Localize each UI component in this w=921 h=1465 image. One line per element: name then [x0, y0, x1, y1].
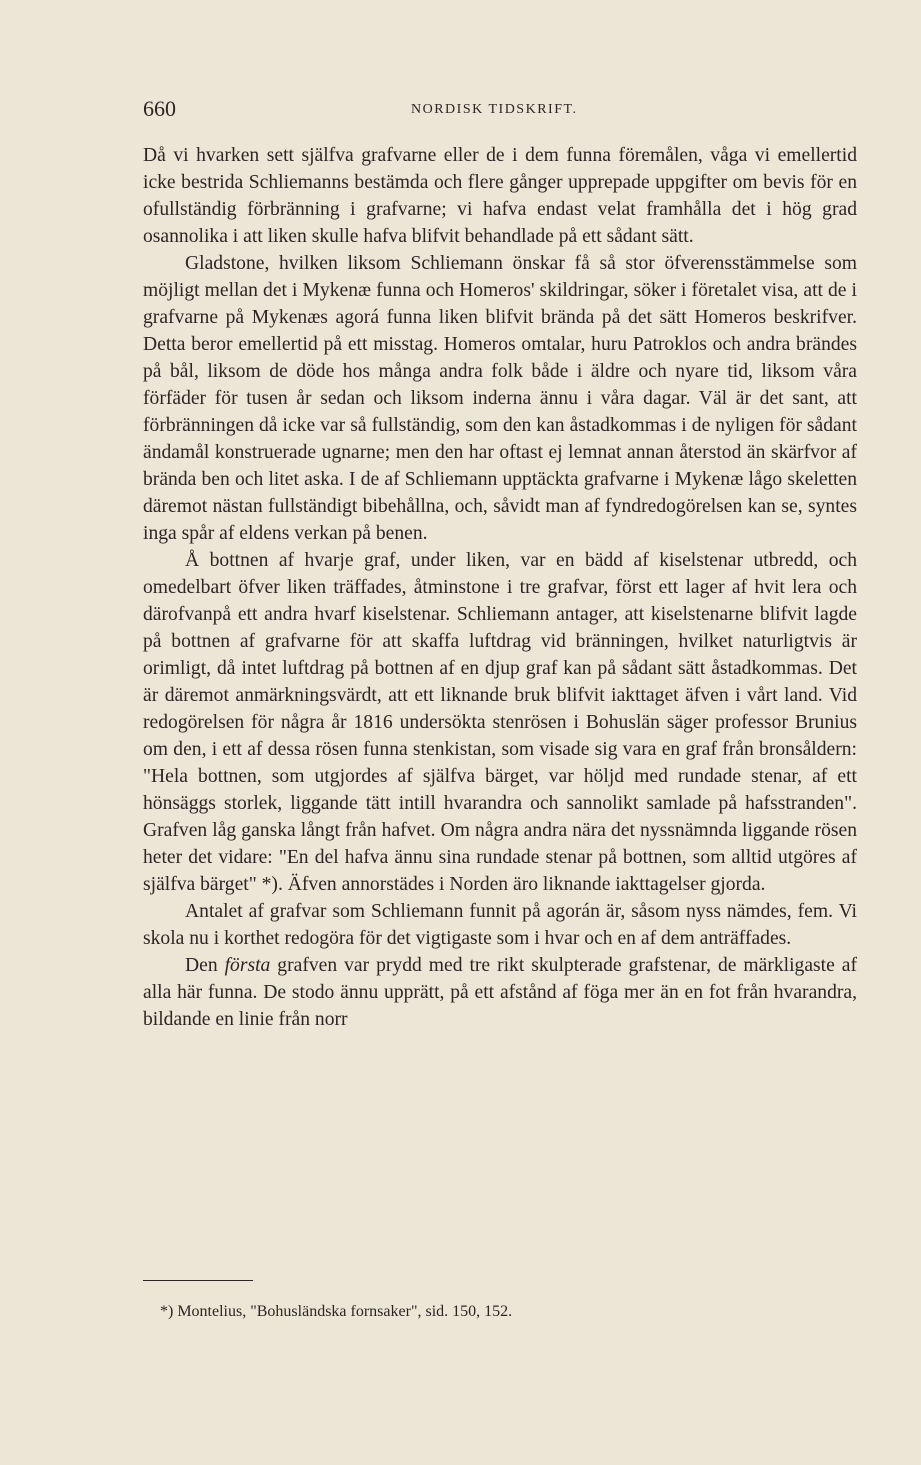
paragraph-last	[143, 952, 857, 1033]
paragraph: Gladstone, hvilken liksom Schliemann önskar få så stor öfverensstämmelse som möjligt mellan det i Mykenæ funna och Homeros' skildringar, söker i företalet visa, att de i grafvarne på Mykenæs agorá funna liken blifvit brända på det sätt Homeros beskrifver. Detta beror emellertid på ett misstag. Homeros omtalar, huru Patroklos och andra brändes på bål, liksom de döde hos många andra folk både i äldre och nyare tid, liksom våra förfäder för tusen år sedan och liksom inderna ännu i våra dagar. Väl är det sant, att förbränningen då icke var så fullständig, som den kan åstadkommas i de nyligen för sådant ändamål konstruerade ugnarne; men den har oftast ej lemnat annan återstod än skärfvor af brända ben och litet aska. I de af Schliemann upptäckta grafvarne i Mykenæ lågo skeletten däremot nästan fullständigt bibehållna, och, såvidt man af fyndredogörelsen kan se, syntes inga spår af eldens verkan på benen.	[143, 253, 857, 544]
paragraph: Antalet af grafvar som Schliemann funnit på agorán är, såsom nyss nämdes, fem. Vi skola nu i korthet redogöra för det vigtigaste som i hvar och en af dem anträffades.	[143, 901, 857, 949]
footnote-divider	[143, 1280, 253, 1281]
page-header	[143, 96, 857, 126]
body-text	[143, 142, 857, 1033]
page-number: 660	[143, 96, 176, 121]
footnote: *) Montelius, "Bohusländska fornsaker", sid. 150, 152.	[160, 1303, 513, 1320]
emphasis-text: första	[224, 955, 271, 976]
running-title: NORDISK TIDSKRIFT.	[411, 102, 578, 117]
text-run: grafven var prydd med tre rikt skulpterade grafstenar, de märkligaste af alla här funna. De stodo ännu upprätt, på ett afstånd af föga mer än en fot från hvarandra, bildande en linie från norr	[143, 955, 857, 1030]
paragraph: Å bottnen af hvarje graf, under liken, var en bädd af kiselstenar utbredd, och omedelbart öfver liken träffades, åtminstone i tre grafvar, först ett lager af hvit lera och därofvanpå ett andra hvarf kiselstenar. Schliemann antager, att kiselstenarne blifvit lagde på bottnen af grafvarne för att skaffa luftdrag vid bränningen, hvilket naturligtvis är orimligt, då intet luftdrag på bottnen af en djup graf kan på sådant sätt åstadkommas. Det är däremot anmärkningsvärdt, att ett liknande bruk blifvit iakttaget äfven i vårt land. Vid redogörelsen för några år 1816 undersökta stenrösen i Bohuslän säger professor Brunius om den, i ett af dessa rösen funna stenkistan, som visade sig vara en graf från bronsåldern: "Hela bottnen, som utgjordes af själfva bärget, var höljd med rundade stenar, af ett hönsäggs storlek, liggande tätt intill hvarandra och sannolikt samlade på hafsstranden". Grafven låg ganska långt från hafvet. Om några andra nära det nyssnämnda liggande rösen heter det vidare: "En del hafva ännu sina rundade stenar på bottnen, som alltid utgöres af själfva bärget" *). Äfven annorstädes i Norden äro liknande iakttagelser gjorda.	[143, 550, 857, 895]
paragraph: Då vi hvarken sett själfva grafvarne eller de i dem funna föremålen, våga vi emellertid icke bestrida Schliemanns bestämda och flere gånger upprepade uppgifter om bevis för en ofullständig förbränning i grafvarne; vi hafva endast velat framhålla det i hög grad osannolika i att liken skulle hafva blifvit behandlade på ett sådant sätt.	[143, 145, 857, 247]
text-run: Den	[185, 955, 225, 976]
